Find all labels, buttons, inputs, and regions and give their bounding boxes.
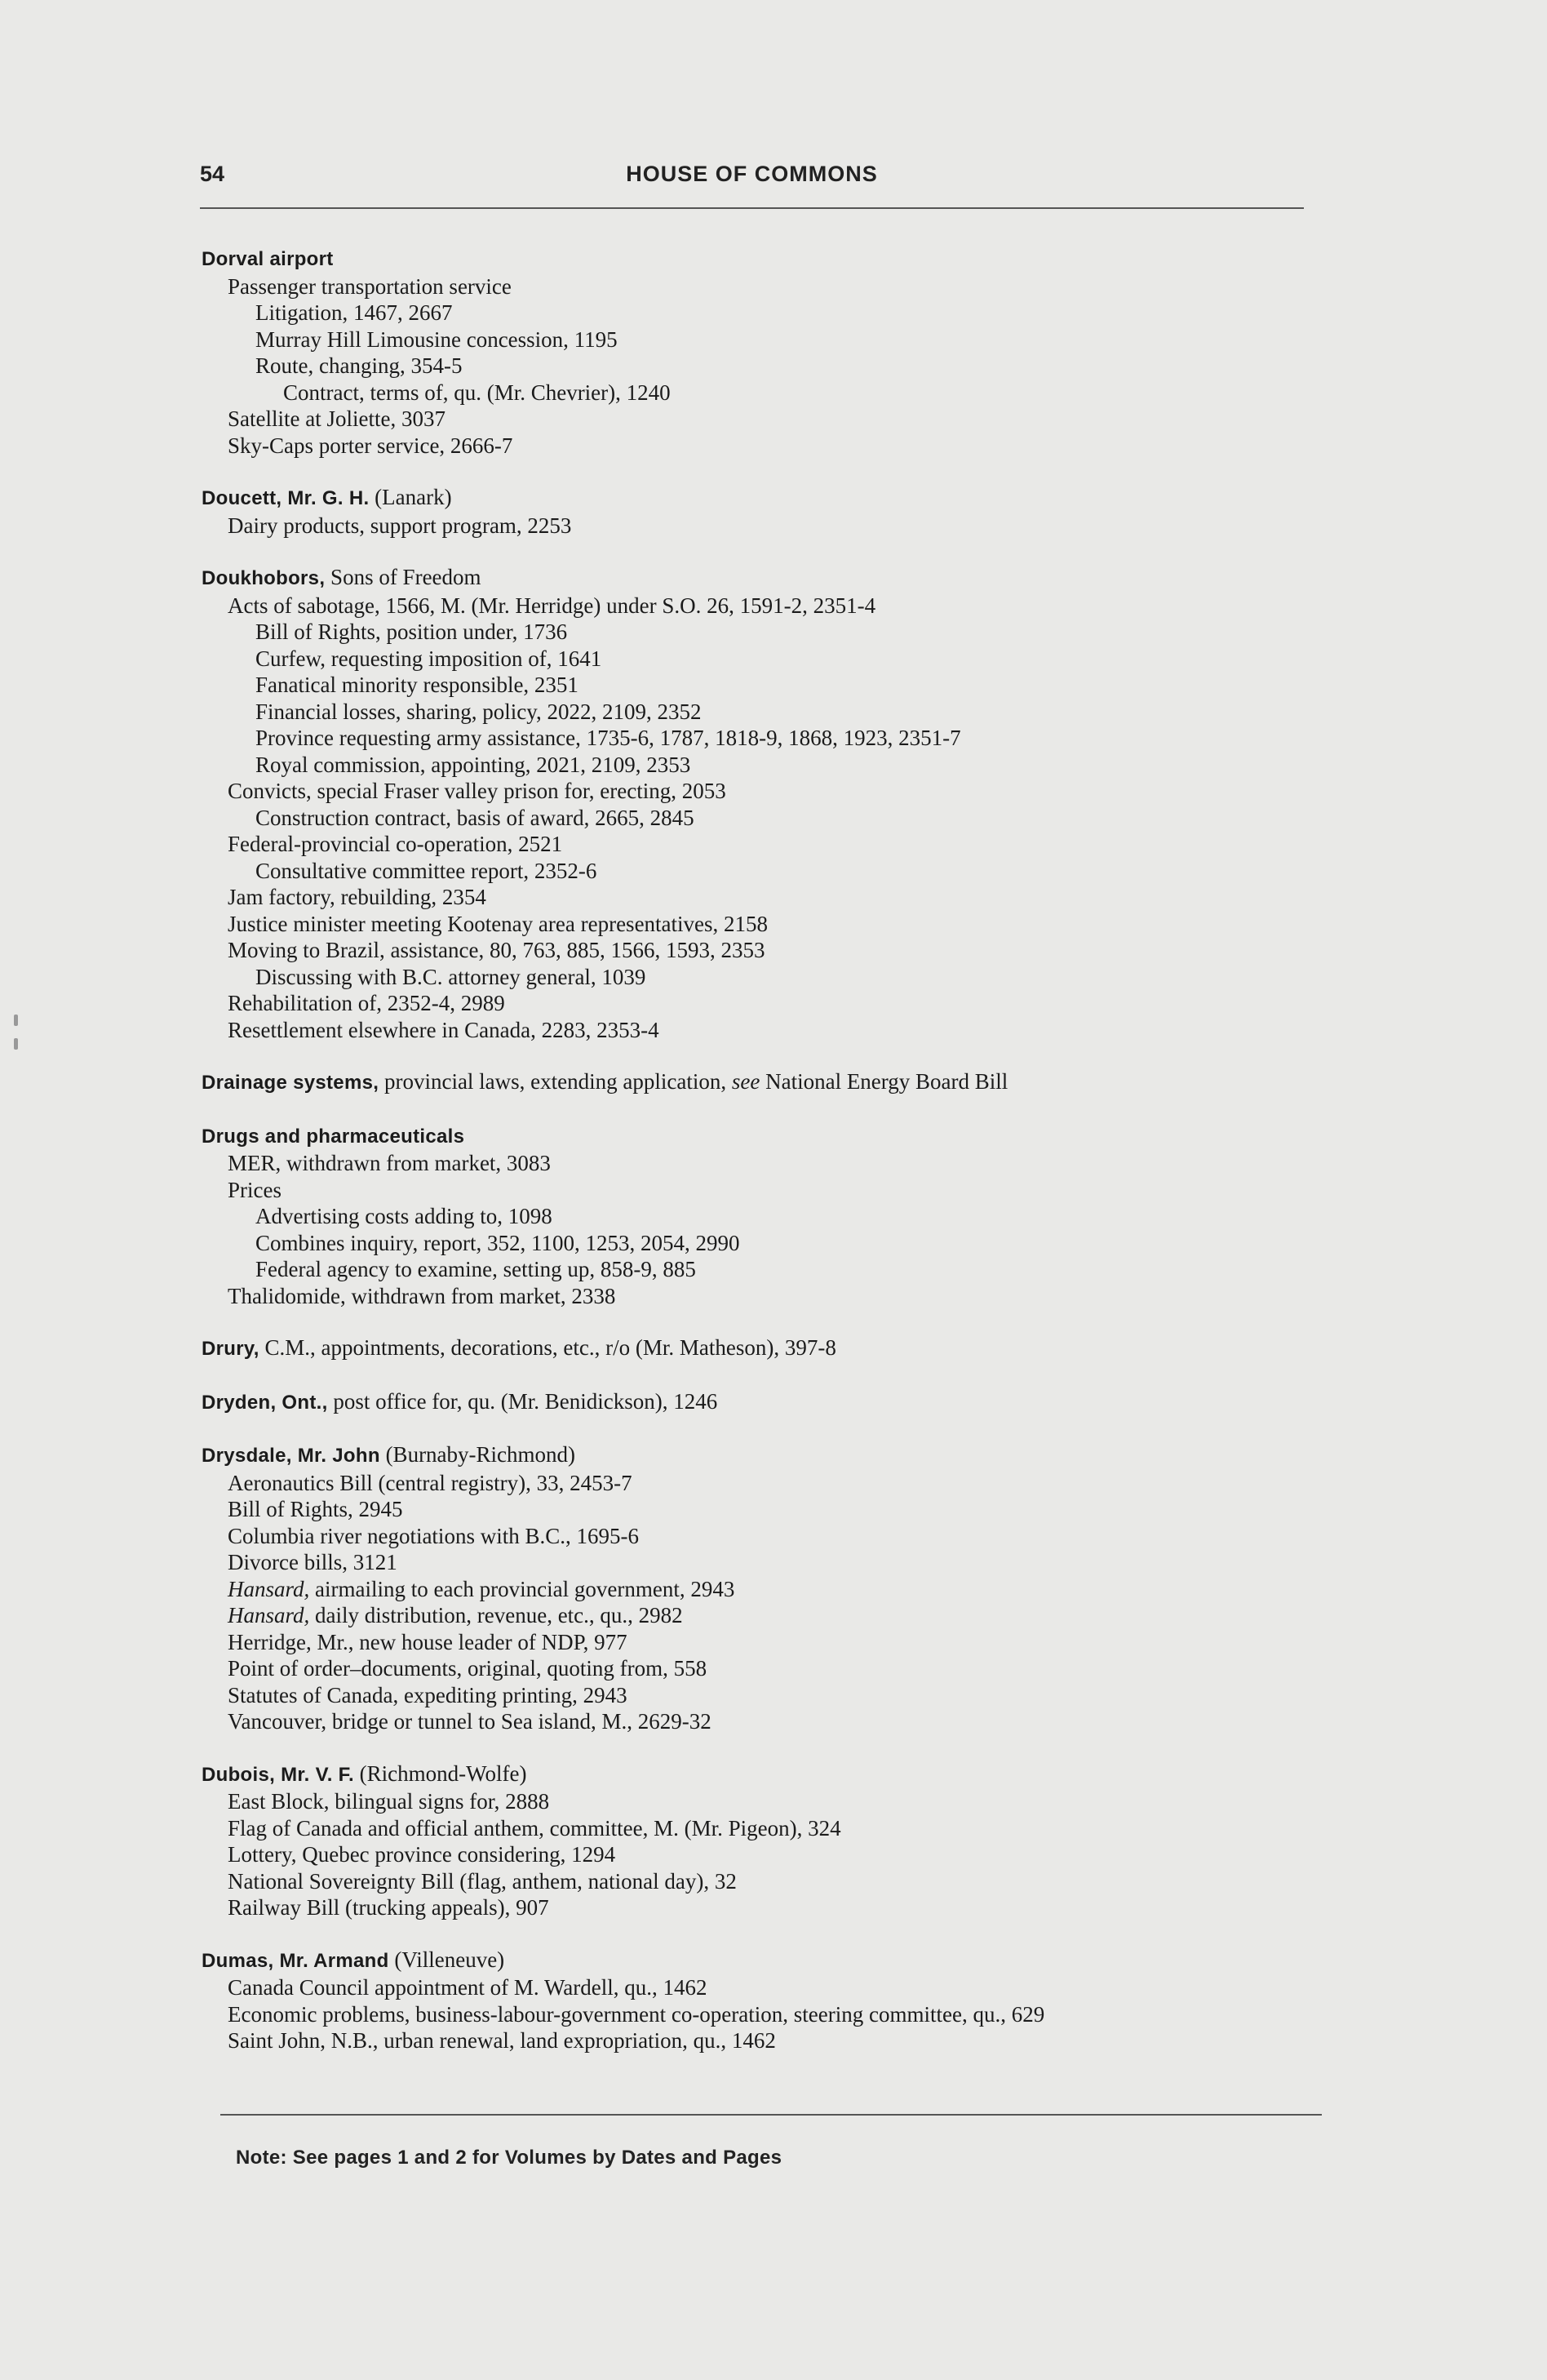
subentry-text: Fanatical minority responsible, 2351 <box>255 673 578 697</box>
subentry-text: Contract, terms of, qu. (Mr. Chevrier), 1240 <box>283 380 671 405</box>
subentry-line <box>200 300 1359 326</box>
subentry-text: Litigation, 1467, 2667 <box>255 300 453 325</box>
subentry-text: Rehabilitation of, 2352-4, 2989 <box>228 991 505 1015</box>
entry-heading-rest: C.M., appointments, decorations, etc., r/o (Mr. Matheson), 397-8 <box>259 1335 836 1360</box>
page-number: 54 <box>200 162 225 186</box>
subentry-line <box>200 1496 1359 1523</box>
subentry-text: Herridge, Mr., new house leader of NDP, 977 <box>228 1629 627 1654</box>
subentry-line <box>200 1815 1359 1842</box>
subentry-text: Dairy products, support program, 2253 <box>228 513 572 538</box>
subentry-line <box>200 1788 1359 1815</box>
subentry-line <box>200 805 1359 832</box>
subentry-text: Aeronautics Bill (central registry), 33, 2453-7 <box>228 1470 632 1495</box>
subentry-text: Economic problems, business-labour-government co-operation, steering committee, qu., 629 <box>228 2001 1045 2027</box>
italic-title: Hansard, <box>228 1603 310 1627</box>
subentry-line <box>200 433 1359 460</box>
subentry-text: Federal agency to examine, setting up, 858-9, 885 <box>255 1257 696 1281</box>
index-entry <box>200 1388 1359 1417</box>
subentry-line <box>200 1283 1359 1310</box>
subentry-text: Federal-provincial co-operation, 2521 <box>228 832 563 856</box>
subentry-line <box>200 593 1359 619</box>
subentry-text: Acts of sabotage, 1566, M. (Mr. Herridge) under S.O. 26, 1591-2, 2351-4 <box>228 593 876 618</box>
entry-heading-line <box>200 564 1359 593</box>
entry-heading: Drainage systems, <box>202 1072 379 1094</box>
subentry-line <box>200 353 1359 380</box>
subentry-text: Lottery, Quebec province considering, 1294 <box>228 1842 616 1867</box>
subentry-line <box>200 1549 1359 1576</box>
subentry-line <box>200 858 1359 885</box>
subentry-line <box>200 1629 1359 1656</box>
subentry-line <box>200 326 1359 353</box>
index-entry <box>200 484 1359 539</box>
subentry-line <box>200 1203 1359 1230</box>
see-target: National Energy Board Bill <box>760 1069 1008 1094</box>
entry-heading-line <box>200 1388 1359 1417</box>
subentry-text: Resettlement elsewhere in Canada, 2283, 2353-4 <box>228 1017 659 1042</box>
subentry-line <box>200 1177 1359 1204</box>
footer-note: Note: See pages 1 and 2 for Volumes by Dates and Pages <box>236 2147 782 2169</box>
page-header <box>200 162 1304 186</box>
entry-heading-rest: (Lanark) <box>369 485 452 509</box>
subentry-line <box>200 937 1359 964</box>
subentry-line <box>200 380 1359 406</box>
subentry-text: Curfew, requesting imposition of, 1641 <box>255 646 602 671</box>
index-entry <box>200 1068 1359 1097</box>
subentry-text: Convicts, special Fraser valley prison for, erecting, 2053 <box>228 779 726 803</box>
subentry-text: Satellite at Joliette, 3037 <box>228 406 445 431</box>
subentry-line <box>200 1470 1359 1497</box>
running-head: HOUSE OF COMMONS <box>626 162 878 186</box>
subentry-line <box>200 1256 1359 1283</box>
subentry-line <box>200 725 1359 752</box>
entry-heading-line <box>200 1122 1359 1151</box>
subentry-line <box>200 1841 1359 1868</box>
subentry-line <box>200 1655 1359 1682</box>
entry-heading: Dubois, Mr. V. F. <box>202 1763 354 1786</box>
subentry-text: Province requesting army assistance, 1735-6, 1787, 1818-9, 1868, 1923, 2351-7 <box>255 726 961 750</box>
entry-heading: Dryden, Ont., <box>202 1391 328 1414</box>
entry-heading-rest: Sons of Freedom <box>325 565 481 589</box>
subentry-text: Murray Hill Limousine concession, 1195 <box>255 326 618 352</box>
subentry-line <box>200 778 1359 805</box>
subentry-text: Discussing with B.C. attorney general, 1039 <box>255 964 646 989</box>
subentry-text: Bill of Rights, 2945 <box>228 1497 403 1521</box>
subentry-text: Route, changing, 354-5 <box>255 353 463 378</box>
subentry-text: Divorce bills, 3121 <box>228 1550 397 1574</box>
subentry-text: daily distribution, revenue, etc., qu., 2982 <box>309 1603 683 1627</box>
entry-heading: Dumas, Mr. Armand <box>202 1949 389 1972</box>
subentry-line <box>200 1602 1359 1629</box>
subentry-line <box>200 406 1359 433</box>
subentry-text: Flag of Canada and official anthem, committee, M. (Mr. Pigeon), 324 <box>228 1815 841 1841</box>
subentry-text: Jam factory, rebuilding, 2354 <box>228 885 486 909</box>
see-reference: see <box>731 1069 760 1094</box>
entry-heading-line <box>200 484 1359 513</box>
subentry-text: Passenger transportation service <box>228 273 512 299</box>
index-entry <box>200 1122 1359 1310</box>
subentry-text: East Block, bilingual signs for, 2888 <box>228 1789 550 1814</box>
subentry-line <box>200 699 1359 726</box>
subentry-line <box>200 1523 1359 1550</box>
subentry-line <box>200 1868 1359 1895</box>
entry-heading-line <box>200 1068 1359 1097</box>
index-entries <box>200 245 1359 2080</box>
scan-speck <box>14 1015 18 1026</box>
subentry-text: airmailing to each provincial government, 2943 <box>309 1576 735 1601</box>
subentry-text: Bill of Rights, position under, 1736 <box>255 619 568 644</box>
subentry-text: Thalidomide, withdrawn from market, 2338 <box>228 1283 616 1308</box>
entry-heading-rest: (Burnaby-Richmond) <box>379 1442 576 1467</box>
index-entry <box>200 564 1359 1043</box>
subentry-text: Financial losses, sharing, policy, 2022, 2109, 2352 <box>255 699 702 724</box>
entry-heading-rest: (Richmond-Wolfe) <box>353 1761 527 1786</box>
subentry-line <box>200 1576 1359 1603</box>
subentry-line <box>200 964 1359 991</box>
subentry-line <box>200 1682 1359 1709</box>
entry-heading: Doucett, Mr. G. H. <box>202 487 370 509</box>
subentry-line <box>200 2001 1359 2028</box>
entry-heading-rest: (Villeneuve) <box>388 1947 505 1972</box>
header-rule <box>200 207 1304 209</box>
entry-heading-rest: provincial laws, extending application, <box>379 1069 732 1094</box>
subentry-text: Sky-Caps porter service, 2666-7 <box>228 433 513 458</box>
subentry-line <box>200 513 1359 539</box>
subentry-line <box>200 646 1359 673</box>
subentry-line <box>200 1150 1359 1177</box>
subentry-text: MER, withdrawn from market, 3083 <box>228 1151 551 1175</box>
subentry-line <box>200 911 1359 938</box>
entry-heading-rest: post office for, qu. (Mr. Benidickson), 1246 <box>327 1388 718 1414</box>
subentry-line <box>200 990 1359 1017</box>
subentry-text: Moving to Brazil, assistance, 80, 763, 885, 1566, 1593, 2353 <box>228 938 765 962</box>
index-entry <box>200 1334 1359 1363</box>
subentry-text: Prices <box>228 1177 281 1202</box>
index-entry <box>200 1761 1359 1921</box>
subentry-text: Point of order–documents, original, quoting from, 558 <box>228 1656 707 1681</box>
footer-rule <box>220 2114 1322 2116</box>
subentry-text: Construction contract, basis of award, 2665, 2845 <box>255 805 694 830</box>
subentry-text: Statutes of Canada, expediting printing, 2943 <box>228 1682 627 1707</box>
entry-heading: Drury, <box>202 1338 259 1360</box>
scan-speck <box>14 1038 18 1050</box>
subentry-line <box>200 273 1359 300</box>
subentry-line <box>200 672 1359 699</box>
index-entry <box>200 245 1359 459</box>
subentry-line <box>200 1017 1359 1044</box>
entry-heading-line <box>200 1334 1359 1363</box>
subentry-text: Canada Council appointment of M. Wardell, qu., 1462 <box>228 1975 707 2000</box>
subentry-text: Consultative committee report, 2352-6 <box>255 858 597 883</box>
subentry-line <box>200 2027 1359 2054</box>
entry-heading-line <box>200 1441 1359 1470</box>
index-entry <box>200 1947 1359 2054</box>
entry-heading: Drugs and pharmaceuticals <box>202 1125 465 1148</box>
index-entry <box>200 1441 1359 1735</box>
subentry-line <box>200 619 1359 646</box>
entry-heading-line <box>200 245 1359 273</box>
italic-title: Hansard, <box>228 1576 310 1601</box>
subentry-text: Vancouver, bridge or tunnel to Sea island, M., 2629-32 <box>228 1709 711 1734</box>
subentry-line <box>200 884 1359 911</box>
subentry-line <box>200 752 1359 779</box>
subentry-text: Columbia river negotiations with B.C., 1695-6 <box>228 1523 639 1548</box>
subentry-line <box>200 1230 1359 1257</box>
entry-heading: Dorval airport <box>202 248 334 270</box>
subentry-line <box>200 1894 1359 1921</box>
subentry-text: Royal commission, appointing, 2021, 2109, 2353 <box>255 752 691 777</box>
subentry-text: National Sovereignty Bill (flag, anthem, national day), 32 <box>228 1868 737 1894</box>
subentry-line <box>200 1708 1359 1735</box>
subentry-text: Advertising costs adding to, 1098 <box>255 1204 552 1228</box>
subentry-line <box>200 831 1359 858</box>
entry-heading-line <box>200 1761 1359 1789</box>
subentry-text: Combines inquiry, report, 352, 1100, 1253, 2054, 2990 <box>255 1230 740 1255</box>
subentry-line <box>200 1974 1359 2001</box>
subentry-text: Saint John, N.B., urban renewal, land expropriation, qu., 1462 <box>228 2028 776 2053</box>
subentry-text: Justice minister meeting Kootenay area representatives, 2158 <box>228 911 769 936</box>
entry-heading: Doukhobors, <box>202 567 326 589</box>
subentry-text: Railway Bill (trucking appeals), 907 <box>228 1895 549 1920</box>
entry-heading: Drysdale, Mr. John <box>202 1445 380 1467</box>
entry-heading-line <box>200 1947 1359 1975</box>
